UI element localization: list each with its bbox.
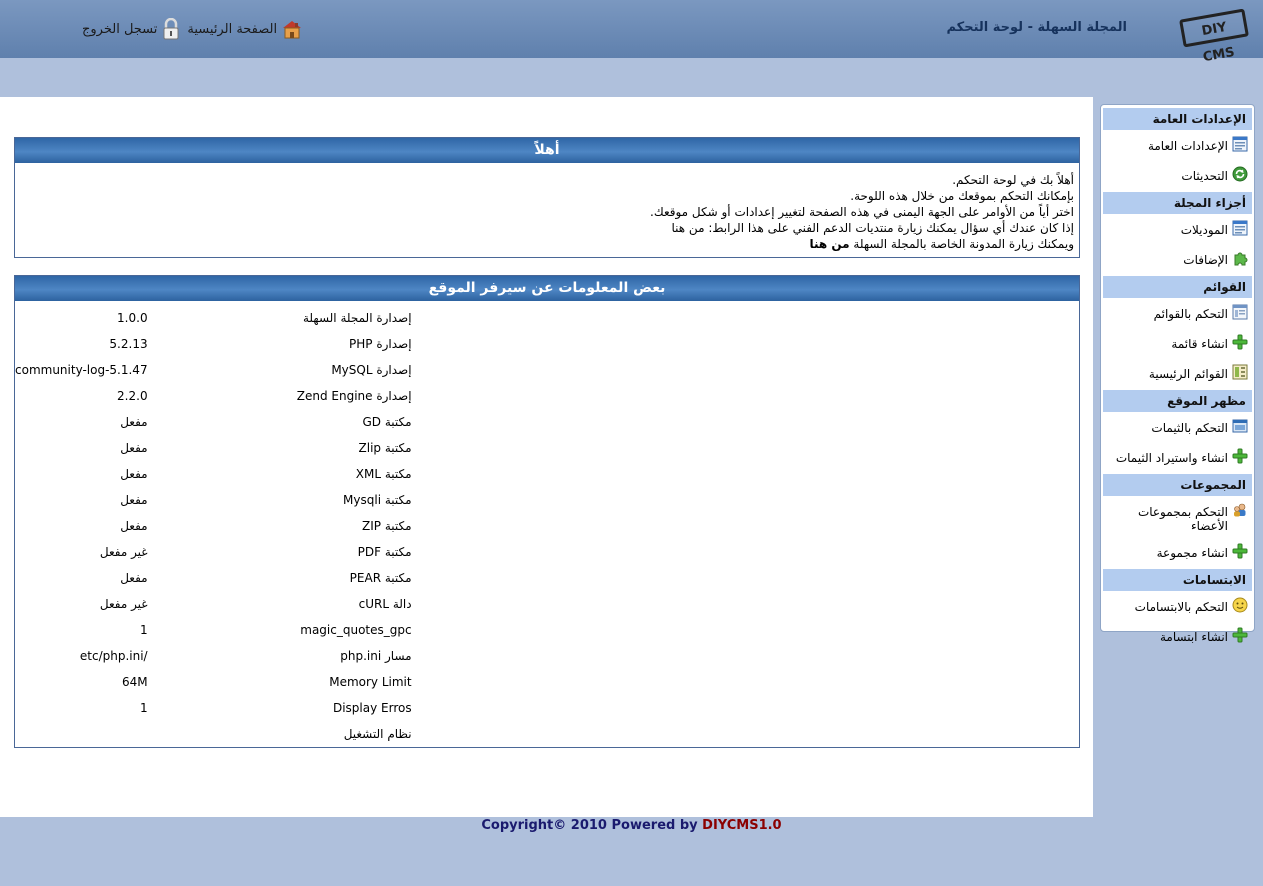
main-menu-icon — [1232, 364, 1248, 380]
sidebar-item-label: انشاء ابتسامة — [1159, 630, 1228, 644]
sidebar-item-label: التحكم بمجموعات الأعضاء — [1137, 505, 1228, 533]
logout-link-label: تسجل الخروج — [82, 21, 158, 37]
server-info-key: مكتبة XML — [355, 467, 412, 481]
server-info-row — [15, 695, 417, 721]
server-info-key: دالة cURL — [358, 597, 412, 611]
welcome-line: بإمكانك التحكم بموقعك من خلال هذه اللوحة. — [850, 189, 1074, 203]
server-info-value: 1.0.0 — [117, 311, 148, 325]
home-link-label: الصفحة الرئيسية — [187, 21, 278, 37]
refresh-icon — [1232, 166, 1248, 182]
server-info-value: community-log-5.1.47 — [15, 363, 148, 377]
server-info-key: مكتبة Zlip — [358, 441, 412, 455]
server-info-key: مكتبة ZIP — [362, 519, 412, 533]
footer — [0, 818, 1263, 833]
server-info-row — [15, 565, 417, 591]
welcome-blog-line — [20, 236, 1074, 252]
server-info-row — [15, 435, 417, 461]
sidebar-item[interactable] — [1103, 414, 1252, 442]
sidebar-section-title: القوائم — [1103, 276, 1252, 298]
sidebar-section-title: المجموعات — [1103, 474, 1252, 496]
add-icon — [1232, 334, 1248, 350]
brand-link[interactable]: DIYCMS1.0 — [702, 818, 782, 833]
users-group-icon — [1232, 502, 1248, 518]
settings-window-icon — [1232, 136, 1248, 152]
server-info-row — [15, 669, 417, 695]
puzzle-icon — [1232, 250, 1248, 266]
sidebar — [1100, 104, 1255, 644]
sidebar-item-label: انشاء واستيراد الثيمات — [1115, 451, 1228, 465]
add-icon — [1232, 448, 1248, 464]
smiley-icon — [1232, 597, 1248, 613]
server-info-value — [15, 721, 148, 747]
sidebar-item-label: الإعدادات العامة — [1147, 139, 1228, 153]
server-info-value: 64M — [121, 675, 148, 689]
sidebar-item-label: التحكم بالثيمات — [1151, 421, 1228, 435]
server-info-key: إصدارة المجلة السهلة — [303, 311, 412, 325]
server-info-value: 1 — [139, 701, 148, 715]
sidebar-item[interactable] — [1103, 623, 1252, 651]
server-info-key: مكتبة PEAR — [349, 571, 412, 585]
server-info-key: إصدارة Zend Engine — [296, 389, 412, 403]
server-info-panel — [14, 275, 1080, 748]
sidebar-item-label: الموديلات — [1180, 223, 1228, 237]
server-info-row — [15, 331, 417, 357]
home-link[interactable] — [187, 18, 303, 40]
house-icon — [281, 18, 303, 40]
add-icon — [1232, 543, 1248, 559]
sidebar-item[interactable] — [1103, 246, 1252, 274]
site-title: المجلة السهلة - لوحة التحكم — [946, 20, 1127, 35]
sidebar-item[interactable] — [1103, 593, 1252, 621]
server-info-value: /etc/php.ini — [79, 649, 148, 663]
server-info-row — [15, 617, 417, 643]
server-info-value: مفعل — [120, 441, 148, 455]
server-info-value: مفعل — [120, 493, 148, 507]
server-info-key: مكتبة PDF — [357, 545, 412, 559]
sidebar-item[interactable] — [1103, 444, 1252, 472]
server-info-key: مكتبة GD — [362, 415, 412, 429]
main-content — [0, 97, 1093, 817]
server-info-value: 5.2.13 — [109, 337, 148, 351]
server-info-row — [15, 539, 417, 565]
sidebar-item[interactable] — [1103, 132, 1252, 160]
server-info-value: غير مفعل — [99, 545, 148, 559]
welcome-line: أهلاً بك في لوحة التحكم. — [952, 173, 1074, 187]
blog-text: ويمكنك زيارة المدونة الخاصة بالمجلة السهلة — [849, 237, 1074, 251]
sidebar-item[interactable] — [1103, 360, 1252, 388]
server-info-row — [15, 357, 417, 383]
welcome-title: أهلاً — [15, 138, 1079, 163]
server-info-key: نظام التشغيل — [343, 727, 412, 741]
server-info-key: مكتبة Mysqli — [343, 493, 412, 507]
server-info-row — [15, 461, 417, 487]
menu-window-icon — [1232, 304, 1248, 320]
sidebar-item[interactable] — [1103, 498, 1252, 537]
sidebar-section-title: مظهر الموقع — [1103, 390, 1252, 412]
top-links — [82, 16, 303, 42]
welcome-line: إذا كان عندك أي سؤال يمكنك زيارة منتديات الدعم الفني على هذا الرابط: من هنا — [671, 221, 1074, 235]
sidebar-item-label: التحكم بالابتسامات — [1134, 600, 1228, 614]
server-info-row — [15, 383, 417, 409]
server-info-key: مسار php.ini — [340, 649, 412, 663]
modules-window-icon — [1232, 220, 1248, 236]
server-info-value: مفعل — [120, 519, 148, 533]
sidebar-item[interactable] — [1103, 300, 1252, 328]
server-info-row — [15, 591, 417, 617]
server-info-row — [15, 409, 417, 435]
sidebar-item-label: التحديثات — [1181, 169, 1228, 183]
server-info-row — [15, 305, 417, 331]
theme-window-icon — [1232, 418, 1248, 434]
welcome-body — [15, 163, 1079, 257]
server-info-value: مفعل — [120, 415, 148, 429]
lock-icon — [161, 18, 181, 40]
welcome-panel — [14, 137, 1080, 258]
server-info-value: مفعل — [120, 571, 148, 585]
server-info-row — [15, 643, 417, 669]
top-bar — [0, 0, 1263, 66]
server-info-value: غير مفعل — [99, 597, 148, 611]
add-icon — [1232, 627, 1248, 643]
blog-link[interactable]: من هنا — [809, 237, 850, 251]
sidebar-item[interactable] — [1103, 162, 1252, 190]
welcome-line: اختر أياً من الأوامر على الجهة اليمنى في هذه الصفحة لتغيير إعدادات أو شكل موقعك. — [650, 205, 1074, 219]
sidebar-section-title: أجزاء المجلة — [1103, 192, 1252, 214]
server-info-key: إصدارة MySQL — [331, 363, 412, 377]
server-info-row — [15, 487, 417, 513]
server-info-table — [15, 305, 417, 747]
sidebar-section-title: الإعدادات العامة — [1103, 108, 1252, 130]
sidebar-item-label: انشاء قائمة — [1171, 337, 1228, 351]
sidebar-item-label: انشاء مجموعة — [1156, 546, 1228, 560]
server-info-value: 1 — [139, 623, 148, 637]
copyright-text: Copyright© 2010 Powered by — [481, 818, 703, 833]
sidebar-item-label: الإضافات — [1183, 253, 1228, 267]
logout-link[interactable] — [82, 18, 181, 40]
diy-cms-logo: DIY CMS — [1179, 8, 1249, 47]
server-info-title: بعض المعلومات عن سيرفر الموقع — [15, 276, 1079, 301]
sidebar-item-label: القوائم الرئيسية — [1148, 367, 1228, 381]
server-info-key: إصدارة PHP — [349, 337, 412, 351]
server-info-row — [15, 513, 417, 539]
server-info-row — [15, 721, 417, 747]
server-info-key: Display Erros — [332, 701, 412, 715]
server-info-key: Memory Limit — [329, 675, 412, 689]
server-info-key: magic_quotes_gpc — [300, 623, 412, 637]
sidebar-item[interactable] — [1103, 330, 1252, 358]
sidebar-item[interactable] — [1103, 539, 1252, 567]
sidebar-item-label: التحكم بالقوائم — [1153, 307, 1228, 321]
sidebar-item[interactable] — [1103, 216, 1252, 244]
server-info-value: 2.2.0 — [117, 389, 148, 403]
server-info-value: مفعل — [120, 467, 148, 481]
sidebar-section-title: الابتسامات — [1103, 569, 1252, 591]
